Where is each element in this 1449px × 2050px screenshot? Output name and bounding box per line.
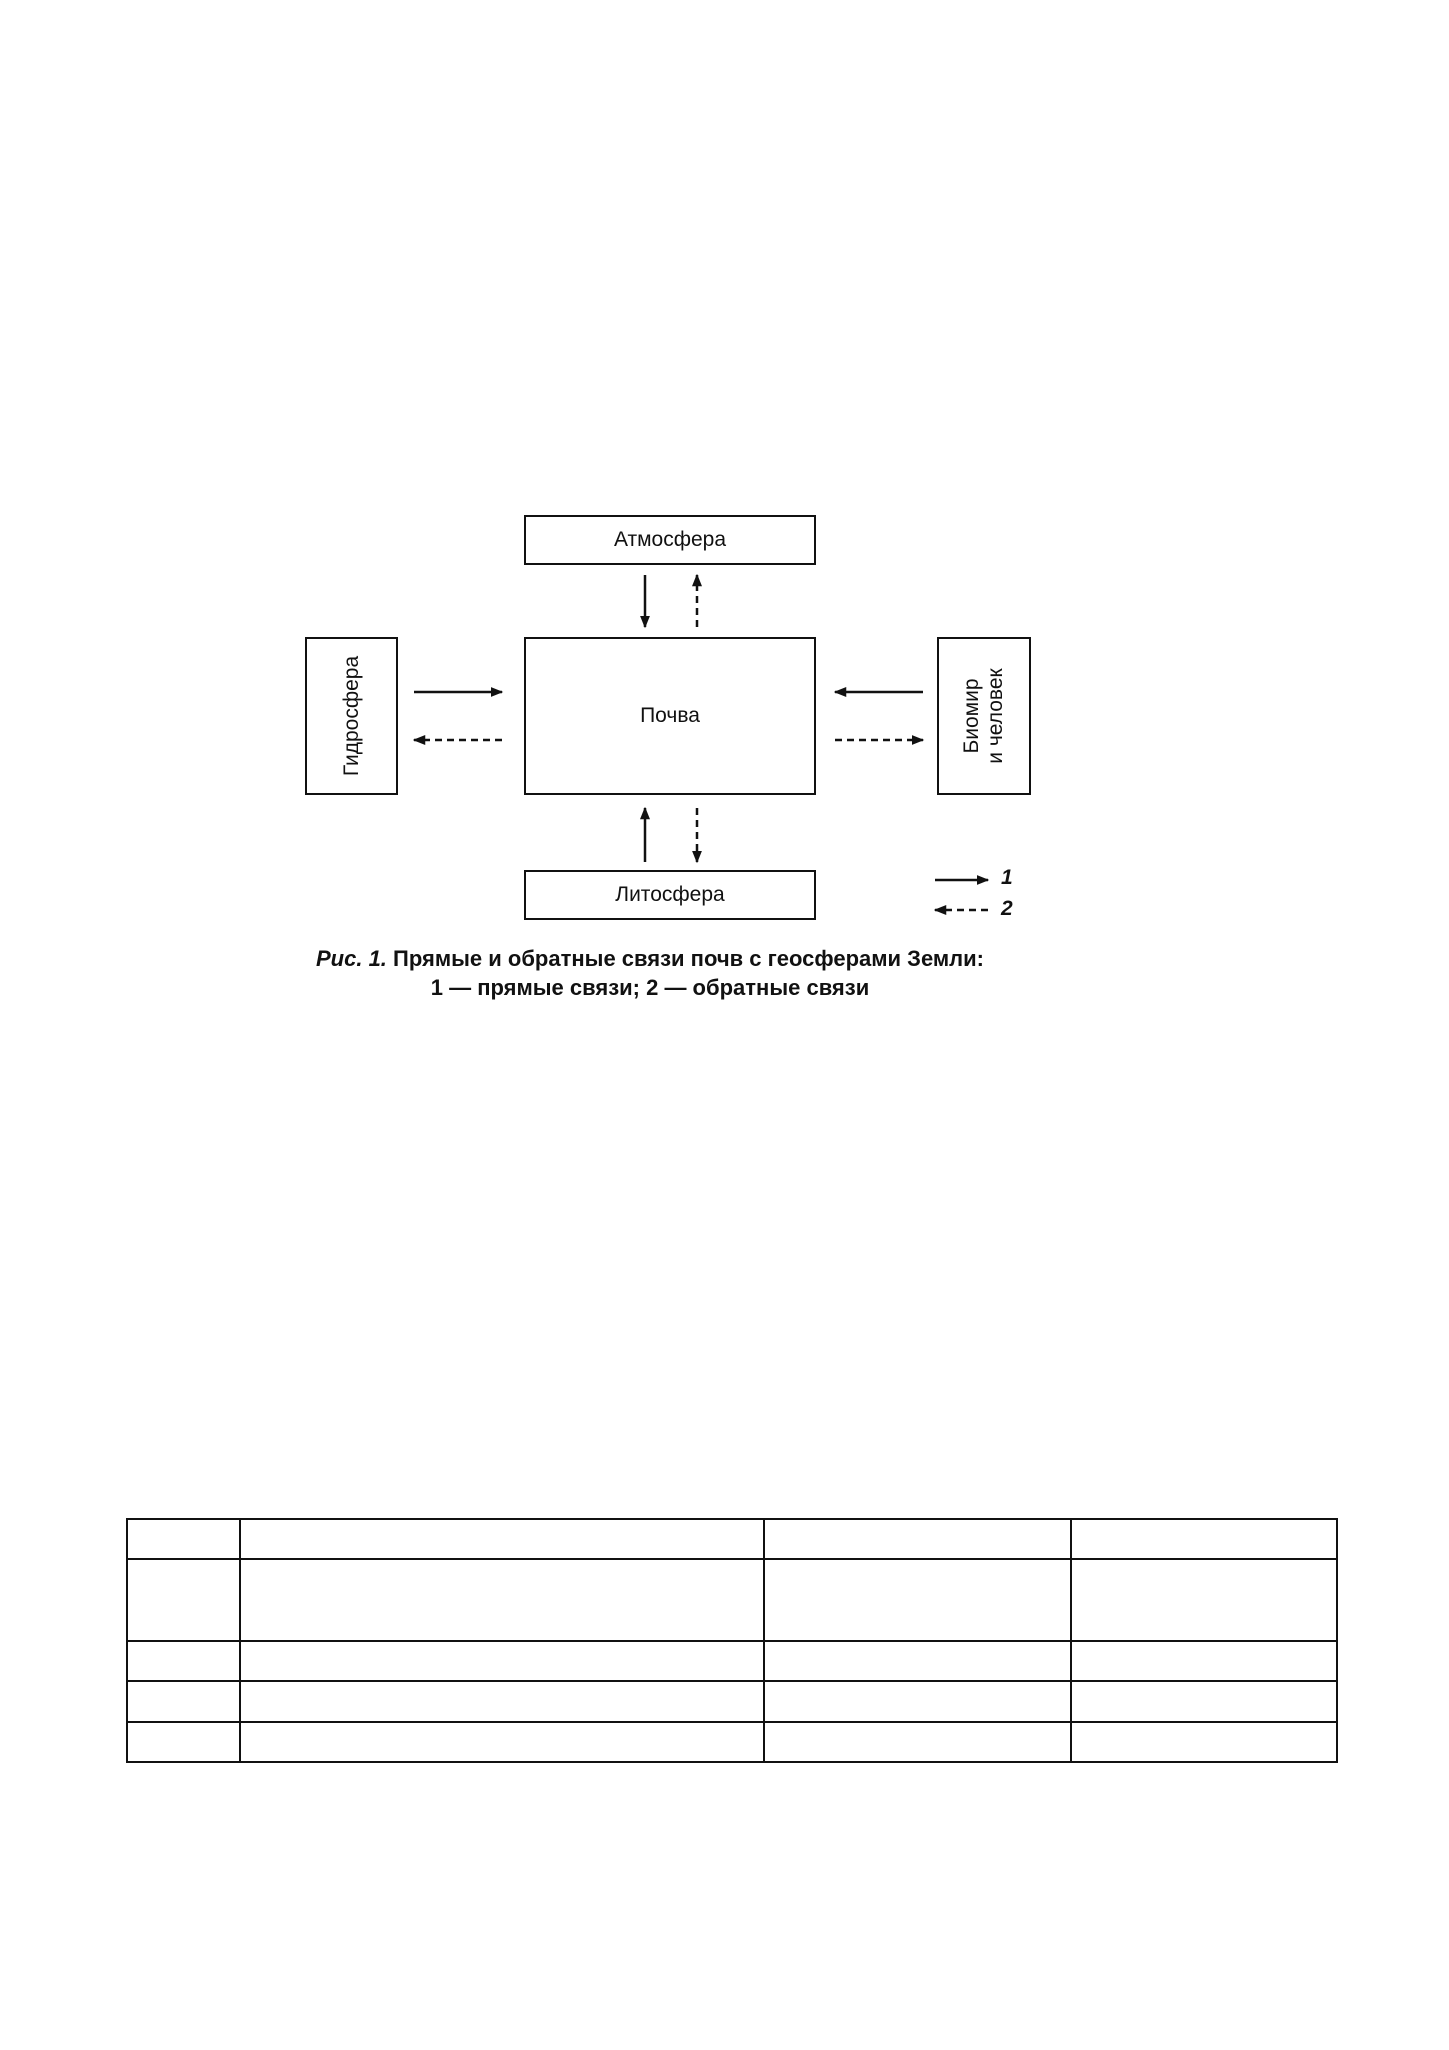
table-cell — [240, 1519, 764, 1559]
caption-label: Рис. 1. — [316, 946, 387, 971]
table-cell — [240, 1559, 764, 1641]
table-cell — [1071, 1641, 1337, 1681]
legend-item-1: 1 — [1001, 866, 1013, 889]
empty-table — [126, 1518, 1338, 1763]
table-cell — [240, 1641, 764, 1681]
hydrosphere-label: Гидросфера — [339, 655, 363, 777]
table-cell — [764, 1722, 1071, 1762]
table-row — [127, 1559, 1337, 1641]
figure-caption — [200, 945, 1100, 1002]
soil-label: Почва — [640, 703, 700, 727]
caption-line-1 — [200, 945, 1100, 974]
caption-text-1: Прямые и обратные связи почв с геосферами Земли: — [393, 946, 984, 971]
table-cell — [1071, 1681, 1337, 1722]
legend-item-2: 2 — [1001, 897, 1013, 920]
caption-line-2: 1 — прямые связи; 2 — обратные связи — [430, 974, 870, 1000]
table-cell — [127, 1559, 240, 1641]
table-cell — [127, 1681, 240, 1722]
table-cell — [240, 1722, 764, 1762]
biosphere-label-line2: и человек — [984, 668, 1007, 764]
table-row — [127, 1681, 1337, 1722]
table-row — [127, 1519, 1337, 1559]
table-cell — [1071, 1519, 1337, 1559]
atmosphere-label: Атмосфера — [613, 527, 727, 551]
table-row — [127, 1722, 1337, 1762]
table-cell — [764, 1681, 1071, 1722]
table-cell — [1071, 1722, 1337, 1762]
table-cell — [764, 1559, 1071, 1641]
table-cell — [240, 1681, 764, 1722]
table-row — [127, 1641, 1337, 1681]
lithosphere-label: Литосфера — [615, 882, 725, 906]
table-cell — [127, 1722, 240, 1762]
table-cell — [127, 1519, 240, 1559]
table-cell — [764, 1519, 1071, 1559]
table-cell — [764, 1641, 1071, 1681]
biosphere-label-line1: Биомир — [959, 678, 983, 754]
table-cell — [127, 1641, 240, 1681]
table-cell — [1071, 1559, 1337, 1641]
